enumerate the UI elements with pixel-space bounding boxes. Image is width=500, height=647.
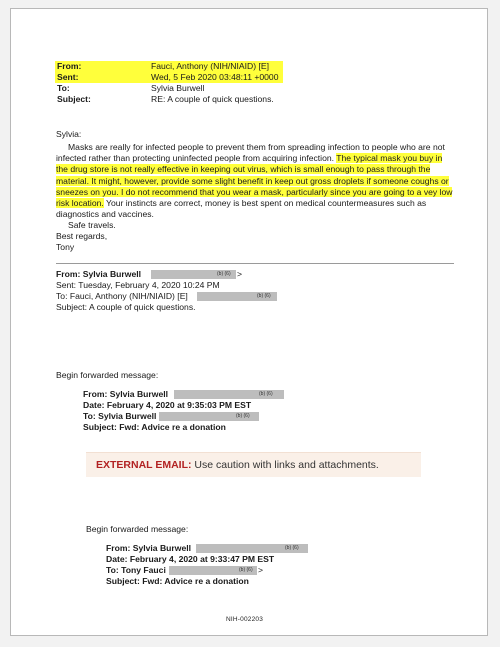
reply-safe-travels: Safe travels. [68,220,116,230]
to-label: To: [57,83,70,93]
fwd2-to-close: > [258,565,264,575]
msg2-sent: Sent: Tuesday, February 4, 2020 10:24 PM [56,280,220,290]
page-bates-number: NIH-002203 [226,616,264,623]
fwd2-to: To: Tony Fauci [106,565,166,575]
redaction-code: (b) (6) [236,413,250,419]
reply-text-plain: Masks are really for infected people to prevent them from spreading infection to people who are not infected rather than protecting uninfected people from acquiring infection. [56,142,445,164]
reply-closing: Best regards, [56,231,108,241]
sent-label: Sent: [57,72,79,82]
fwd2-subject: Subject: Fwd: Advice re a donation [106,576,249,586]
fwd2-date: Date: February 4, 2020 at 9:33:47 PM EST [106,554,275,564]
document-page [10,8,488,636]
banner-message: Use caution with links and attachments. [191,459,379,471]
reply-signature: Tony [56,242,75,252]
fwd2-intro: Begin forwarded message: [86,524,189,534]
fwd1-date: Date: February 4, 2020 at 9:35:03 PM EST [83,400,252,410]
reply-paragraph [56,142,454,220]
msg2-from: From: Sylvia Burwell [56,269,142,279]
fwd1-subject: Subject: Fwd: Advice re a donation [83,422,226,432]
fwd2-from: From: Sylvia Burwell [106,543,192,553]
fwd1-to: To: Sylvia Burwell [83,411,157,421]
external-email-banner [86,452,421,477]
fwd1-from: From: Sylvia Burwell [83,389,169,399]
redaction-code: (b) (6) [239,567,253,573]
redaction-code: (b) (6) [217,271,231,277]
divider-line [56,263,454,264]
msg2-subject: Subject: A couple of quick questions. [56,302,196,312]
subject-value: RE: A couple of quick questions. [151,94,274,104]
fwd1-intro: Begin forwarded message: [56,370,159,380]
to-value: Sylvia Burwell [151,83,205,93]
banner-warning-label: EXTERNAL EMAIL: [96,459,192,471]
msg2-from-close: > [237,269,243,279]
msg2-to: To: Fauci, Anthony (NIH/NIAID) [E] [56,291,188,301]
from-value: Fauci, Anthony (NIH/NIAID) [E] [151,61,269,71]
sent-value: Wed, 5 Feb 2020 03:48:11 +0000 [151,72,279,82]
reply-text-highlight: The typical mask you buy in the drug store is not really effective in keeping out virus, which is small enough to pass through the material. It might, however, provide some slight benefit in keep out gross droplets if someone coughs or sneezes on you. I do not recommend that you wear a mask, particularly since you are going to a vey low risk location. [56,153,453,209]
banner-text [96,459,379,471]
subject-label: Subject: [57,94,91,104]
redaction-code: (b) (6) [257,293,271,299]
from-label: From: [57,61,82,71]
redaction-code: (b) (6) [285,545,299,551]
reply-text-tail: Your instincts are correct, money is best spent on medical countermeasures such as diagnostics and vaccines. [56,198,427,220]
redaction-code: (b) (6) [259,391,273,397]
reply-greeting: Sylvia: [56,129,82,139]
